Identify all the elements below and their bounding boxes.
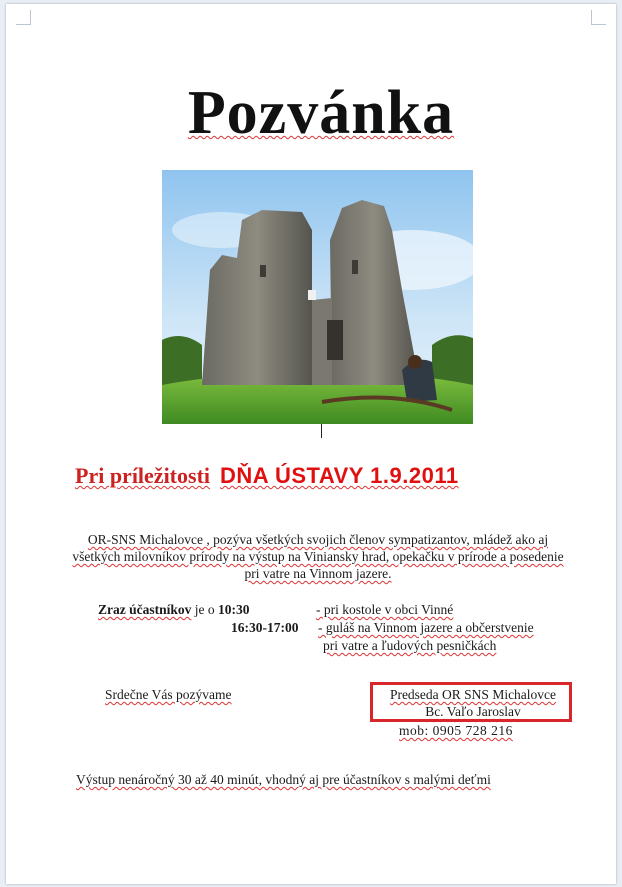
heading-prefix: Pri príležitosti [75,463,211,488]
document-title: Pozvánka [187,79,455,147]
meet-place: - pri kostole v obci Vinné [316,602,454,617]
event-desc-line-1: - guláš na Vinnom jazere a občerstvenie [318,620,534,635]
invite-text: Srdečne Vás pozývame [105,687,232,702]
footer-note: Výstup nenáročný 30 až 40 minút, vhodný aj pre účastníkov s malými deťmi [76,772,491,787]
intro-paragraph: OR-SNS Michalovce , pozýva všetkých svojich členov sympatizantov, mládež ako aj všetkých milovníkov prírody na výstup na Viniansky hrad, opekačku v prírode a posedenie pri vatre na Vinnom jazere. [72,532,564,581]
signature-phone: mob: 0905 728 216 [399,723,513,738]
highlight-box [370,682,572,722]
castle-ruin-icon [162,170,473,424]
meet-connector: je o [194,602,215,617]
meet-line [98,601,250,618]
margin-mark-top-left [16,10,31,25]
event-time: 16:30-17:00 [231,620,299,635]
signature-name: Bc. Vaľo Jaroslav [425,704,521,719]
event-heading [75,463,459,489]
meet-label: Zraz účastníkov [98,602,192,617]
castle-ruin-photo [162,170,473,424]
heading-event-date: DŇA ÚSTAVY 1.9.2011 [220,463,459,488]
event-desc-line-2: pri vatre a ľudových pesničkách [323,638,497,653]
margin-mark-top-right [591,10,606,25]
text-cursor [321,424,322,438]
signature-role: Predseda OR SNS Michalovce [389,687,557,702]
meet-time: 10:30 [218,602,250,617]
